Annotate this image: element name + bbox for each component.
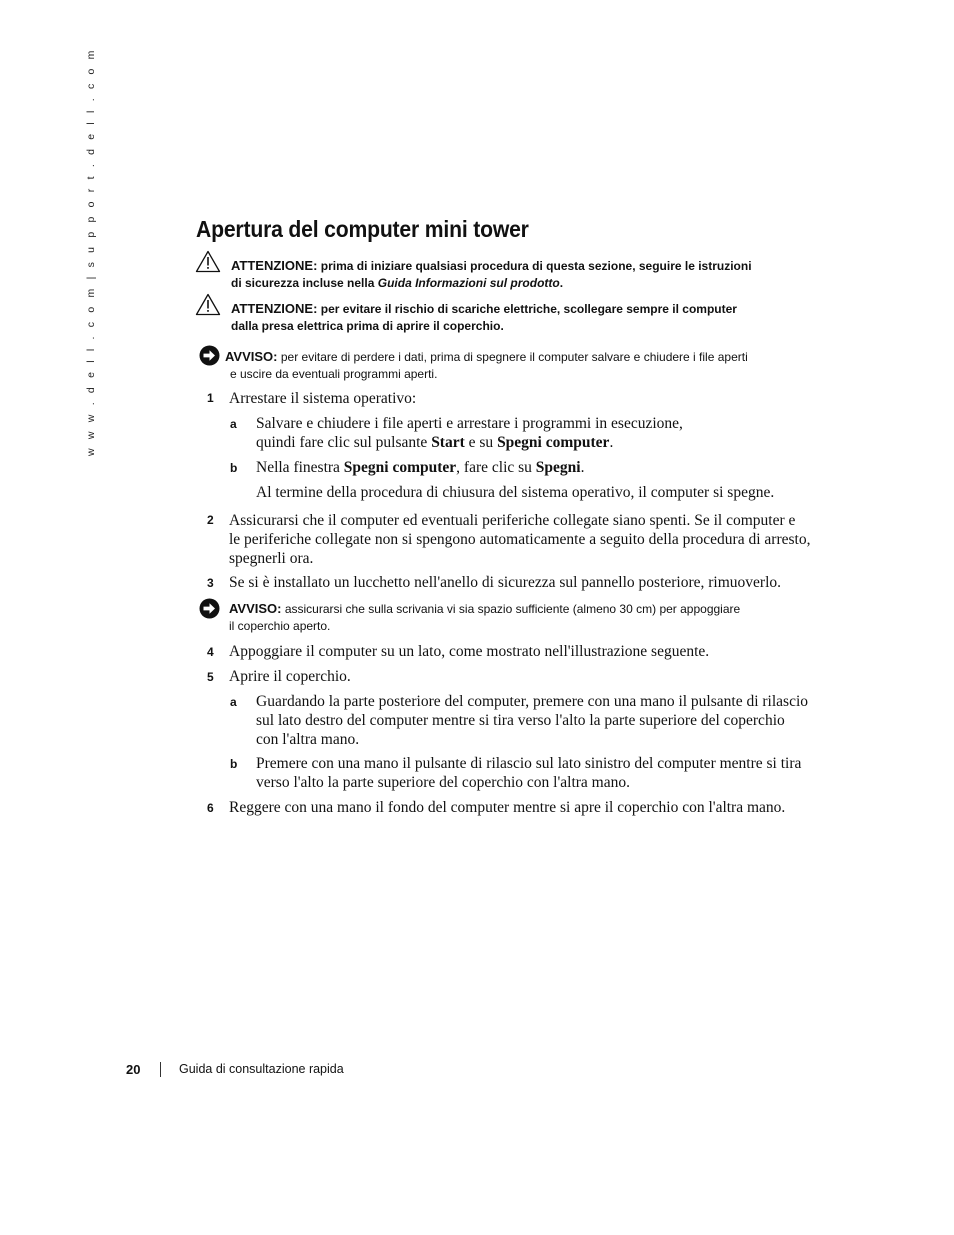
caution-text: dalla presa elettrica prima di aprire il coperchio.	[231, 319, 504, 333]
notice-keyword: AVVISO:	[225, 349, 278, 364]
caution-keyword: ATTENZIONE:	[231, 258, 318, 273]
product-guide-ref: Guida Informazioni sul prodotto	[377, 276, 560, 290]
substep-text	[256, 692, 808, 749]
step-number: 6	[207, 801, 214, 815]
footer-divider	[160, 1062, 161, 1077]
step-number: 1	[207, 391, 214, 405]
step-text	[229, 511, 810, 568]
substep-text	[256, 458, 584, 477]
step-number: 5	[207, 670, 214, 684]
substep-line: , fare clic su	[456, 459, 536, 476]
page-title: Apertura del computer mini tower	[196, 216, 529, 242]
caution-keyword: ATTENZIONE:	[231, 301, 318, 316]
step-text: Reggere con una mano il fondo del computer mentre si apre il coperchio con l'altra mano.	[229, 799, 786, 816]
step-text: Arrestare il sistema operativo:	[229, 390, 417, 407]
notice-text: il coperchio aperto.	[229, 619, 331, 633]
substep-line: .	[609, 434, 614, 451]
shutdown-label: Spegni computer	[497, 434, 610, 451]
substep-line: Salvare e chiudere i file aperti e arrestare i programmi in esecuzione,	[256, 415, 683, 432]
substep-text	[256, 414, 683, 452]
step-text: Appoggiare il computer su un lato, come mostrato nell'illustrazione seguente.	[229, 643, 710, 660]
warning-triangle-icon	[195, 293, 221, 316]
step-text: Se si è installato un lucchetto nell'anello di sicurezza sul pannello posteriore, rimuoverlo.	[229, 574, 782, 591]
caution-text: prima di iniziare qualsiasi procedura di questa sezione, seguire le istruzioni	[320, 259, 752, 273]
side-url: w w w . d e l l . c o m | s u p p o r t . d e l l . c o m	[85, 47, 97, 456]
substep-letter: a	[230, 417, 237, 431]
notice-text: per evitare di perdere i dati, prima di spegnere il computer salvare e chiudere i file aperti	[280, 350, 748, 364]
substep-line: sul lato destro del computer mentre si tira verso l'alto la parte superiore del coperchio	[256, 712, 785, 729]
step-line: spegnerli ora.	[229, 550, 314, 567]
notice-keyword: AVVISO:	[229, 601, 282, 616]
substep-line: e su	[464, 434, 498, 451]
substep-line: Guardando la parte posteriore del computer, premere con una mano il pulsante di rilascio	[256, 693, 809, 710]
notice-2	[229, 600, 740, 635]
shutdown-label: Spegni	[535, 459, 581, 476]
notice-arrow-icon	[199, 598, 220, 619]
warning-triangle-icon	[195, 250, 221, 273]
substep-text	[256, 754, 801, 792]
caution-text: per evitare il rischio di scariche elettriche, scollegare sempre il computer	[320, 302, 737, 316]
caution-2	[231, 300, 737, 335]
notice-text: assicurarsi che sulla scrivania vi sia spazio sufficiente (almeno 30 cm) per appoggiare	[284, 602, 741, 616]
substep-line: con l'altra mano.	[256, 731, 360, 748]
caution-text: .	[559, 276, 564, 290]
footer-title: Guida di consultazione rapida	[179, 1062, 344, 1076]
substep-line: Premere con una mano il pulsante di rilascio sul lato sinistro del computer mentre si tira	[256, 755, 802, 772]
notice-arrow-icon	[199, 345, 220, 366]
substep-letter: b	[230, 757, 238, 771]
step-line: Assicurarsi che il computer ed eventuali periferiche collegate siano spenti. Se il computer e	[229, 512, 796, 529]
substep-note: Al termine della procedura di chiusura del sistema operativo, il computer si spegne.	[256, 484, 775, 501]
step-number: 2	[207, 513, 214, 527]
caution-text: di sicurezza incluse nella	[231, 276, 378, 290]
substep-line: quindi fare clic sul pulsante	[256, 434, 432, 451]
start-label: Start	[431, 434, 465, 451]
step-text: Aprire il coperchio.	[229, 668, 351, 685]
step-line: le periferiche collegate non si spengono automaticamente a seguito della procedura di arresto,	[229, 531, 811, 548]
step-number: 4	[207, 645, 214, 659]
shutdown-window-label: Spegni computer	[343, 459, 457, 476]
step-number: 3	[207, 576, 214, 590]
substep-letter: b	[230, 461, 238, 475]
page-number: 20	[126, 1062, 141, 1077]
substep-line: Nella finestra	[256, 459, 344, 476]
substep-line: .	[580, 459, 585, 476]
notice-1	[225, 348, 748, 383]
substep-letter: a	[230, 695, 237, 709]
substep-line: verso l'alto la parte superiore del coperchio con l'altra mano.	[256, 774, 630, 791]
notice-text: e uscire da eventuali programmi aperti.	[230, 367, 438, 381]
caution-1	[231, 257, 752, 292]
